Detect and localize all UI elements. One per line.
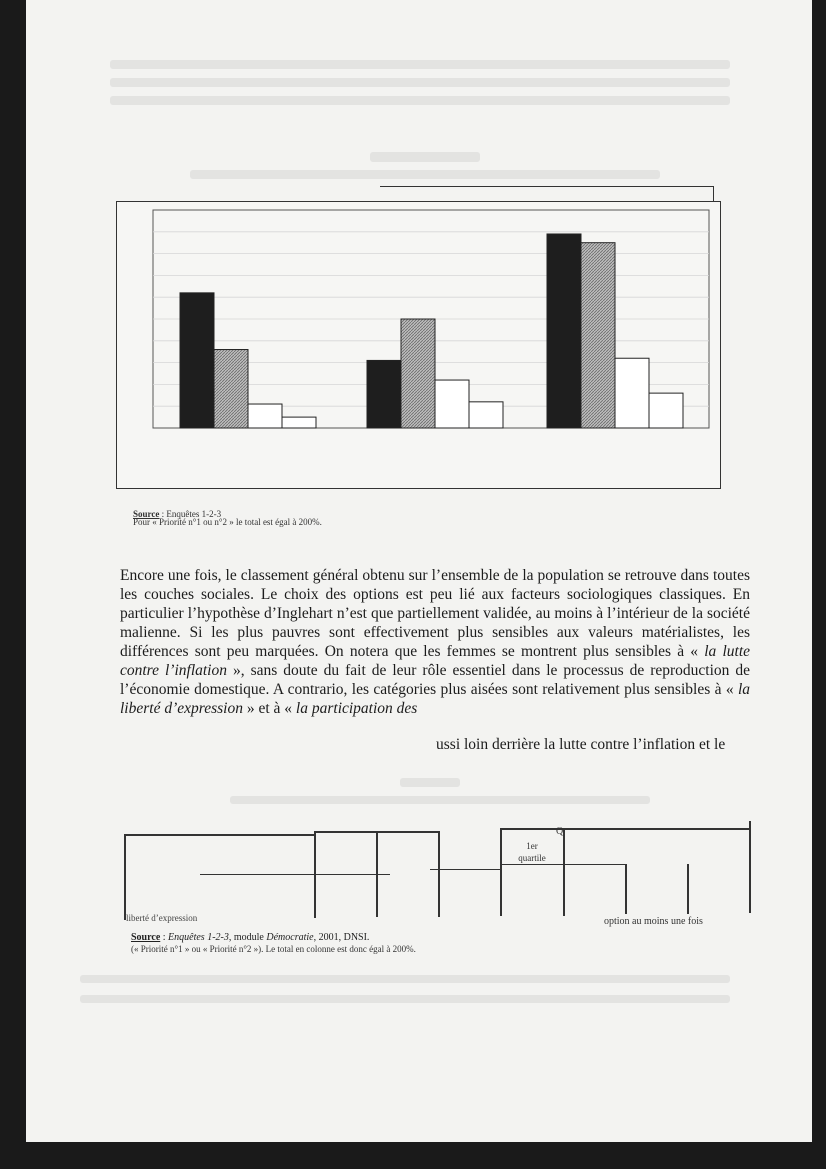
- table-line: [124, 834, 126, 920]
- table-source-democratie: Démocratie: [266, 932, 314, 943]
- table-line: [200, 874, 390, 875]
- table-source: [131, 932, 369, 943]
- paragraph-text-2: », sans doute du fait de leur rôle essentiel dans le processus de reproduction de l’économie domestique. A contrario, les catégories plus aisées sont relativement plus sensibles à «: [120, 662, 750, 698]
- bar-chart: [117, 202, 720, 488]
- quartile-number: 1er: [526, 841, 538, 851]
- ghost-text-band: [110, 60, 730, 69]
- chart-note: Pour « Priorité n°1 ou n°2 » le total est égal à 200%.: [133, 517, 322, 527]
- bar-series-4-group-2: [469, 402, 503, 428]
- paragraph-emphasis-liberte: la liberté d’expression: [120, 681, 750, 717]
- table-source-sep: :: [160, 932, 169, 943]
- ghost-text-band: [230, 796, 650, 804]
- table-row-tail-text: option au moins une fois: [604, 916, 703, 927]
- paragraph-emphasis-participation: la participation des: [295, 700, 418, 717]
- ghost-text-band: [110, 96, 730, 105]
- bar-series-1-group-1: [180, 293, 214, 428]
- paragraph-emphasis-inflation: la lutte contre l’inflation: [120, 643, 751, 679]
- bar-series-1-group-2: [367, 360, 401, 428]
- table-quartile-header: [512, 840, 552, 864]
- bar-series-2-group-2: [401, 319, 435, 428]
- table-source-survey: Enquêtes 1-2-3: [168, 932, 229, 943]
- bar-series-4-group-1: [282, 417, 316, 428]
- chart-frame-top-extension: [380, 186, 713, 187]
- table-line: [500, 828, 750, 830]
- ghost-text-band: [110, 78, 730, 87]
- paragraph-text-3: » et à «: [242, 700, 296, 717]
- table-line: [500, 864, 626, 865]
- table-line: [438, 831, 440, 917]
- table-row-label-cut: liberté d’expression: [126, 913, 198, 923]
- table-line: [749, 821, 751, 913]
- bar-series-3-group-3: [615, 358, 649, 428]
- table-line: [625, 864, 627, 914]
- ghost-text-band: [80, 995, 730, 1003]
- ghost-text-band: [80, 975, 730, 983]
- table-line: [124, 834, 314, 836]
- bar-chart-frame: [116, 201, 721, 489]
- ghost-text-band: [370, 152, 480, 162]
- bar-series-1-group-3: [547, 234, 581, 428]
- quartile-word: quartile: [518, 853, 546, 863]
- bar-series-3-group-1: [248, 404, 282, 428]
- table-source-label: Source: [131, 932, 161, 943]
- table-line: [687, 864, 689, 914]
- table-line: [430, 869, 500, 870]
- table-line: [563, 828, 565, 916]
- ghost-text-band: [400, 778, 460, 787]
- bar-series-4-group-3: [649, 393, 683, 428]
- ghost-text-band: [190, 170, 660, 179]
- chart-source-text: : Enquêtes 1-2-3: [159, 509, 222, 519]
- table-source-module: , module: [228, 932, 267, 943]
- table-source-year: , 2001, DNSI.: [313, 932, 370, 943]
- table-column-header-q: Q: [556, 826, 564, 837]
- main-paragraph: [120, 566, 750, 718]
- table-line: [500, 828, 502, 916]
- chart-source-label: Source: [133, 509, 160, 519]
- paragraph-text: Encore une fois, le classement général obtenu sur l’ensemble de la population se retrouve dans toutes les couches sociales. Le choix des options est peu lié aux facteurs sociologiques classiques. En particulier l’hypothèse d’Inglehart n’est que partiellement validée, au moins à l’intérieur de la société malienne. Si les plus pauvres sont effectivement plus sensibles aux valeurs matérialistes, les différences sont peu marquées. On notera que les femmes se montrent plus sensibles à «: [120, 567, 750, 660]
- bar-series-2-group-3: [581, 243, 615, 428]
- table-line: [314, 832, 316, 918]
- paragraph-cut-line: ussi loin derrière la lutte contre l’inflation et le: [436, 736, 726, 753]
- bar-series-3-group-2: [435, 380, 469, 428]
- table-note: (« Priorité n°1 » ou « Priorité n°2 »). Le total en colonne est donc égal à 200%.: [131, 944, 416, 954]
- bar-series-2-group-1: [214, 350, 248, 428]
- chart-frame-right-extension: [713, 186, 714, 201]
